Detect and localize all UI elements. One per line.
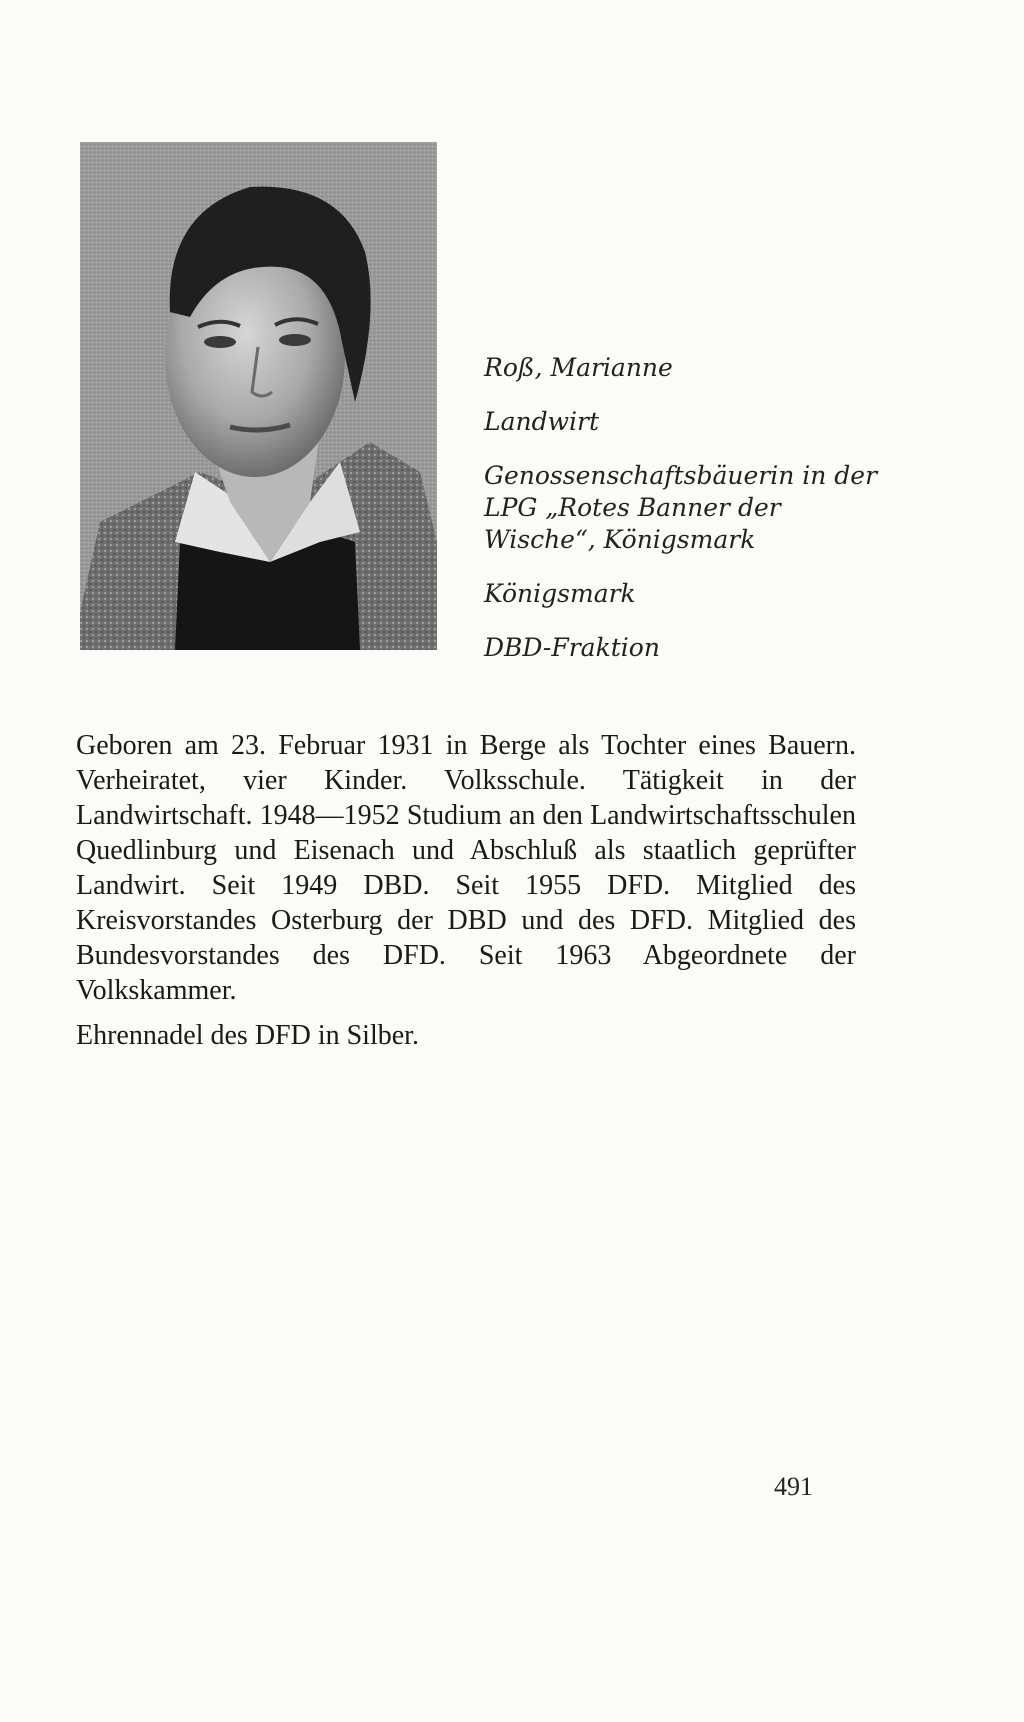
biography — [76, 728, 856, 1063]
biography-awards: Ehrennadel des DFD in Silber. — [76, 1020, 419, 1051]
entry-header — [484, 352, 884, 686]
portrait-photo — [80, 142, 437, 650]
residence: Königsmark — [484, 579, 636, 608]
faction: DBD-Fraktion — [484, 633, 660, 662]
page-number: 491 — [774, 1472, 813, 1501]
biography-paragraph: Geboren am 23. Februar 1931 in Berge als Tochter eines Bauern. Verheiratet, vier Kinder. Volksschule. Tätigkeit in der Landwirtschaft. 1948—1952 Studium an den Landwirtschaftsschulen Quedlinburg und Eisenach und Abschluß als staatlich geprüfter Landwirt. Seit 1949 DBD. Seit 1955 DFD. Mitglied des Kreisvorstandes Osterburg der DBD und des DFD. Mitglied des Bundesvorstandes des DFD. Seit 1963 Abgeordnete der Volkskammer. — [76, 730, 856, 1006]
profession: Landwirt — [484, 407, 600, 436]
occupation: Genossenschaftsbäuerin in der LPG „Rotes Banner der Wische“, Königsmark — [484, 461, 878, 554]
person-name: Roß, Marianne — [484, 353, 673, 382]
